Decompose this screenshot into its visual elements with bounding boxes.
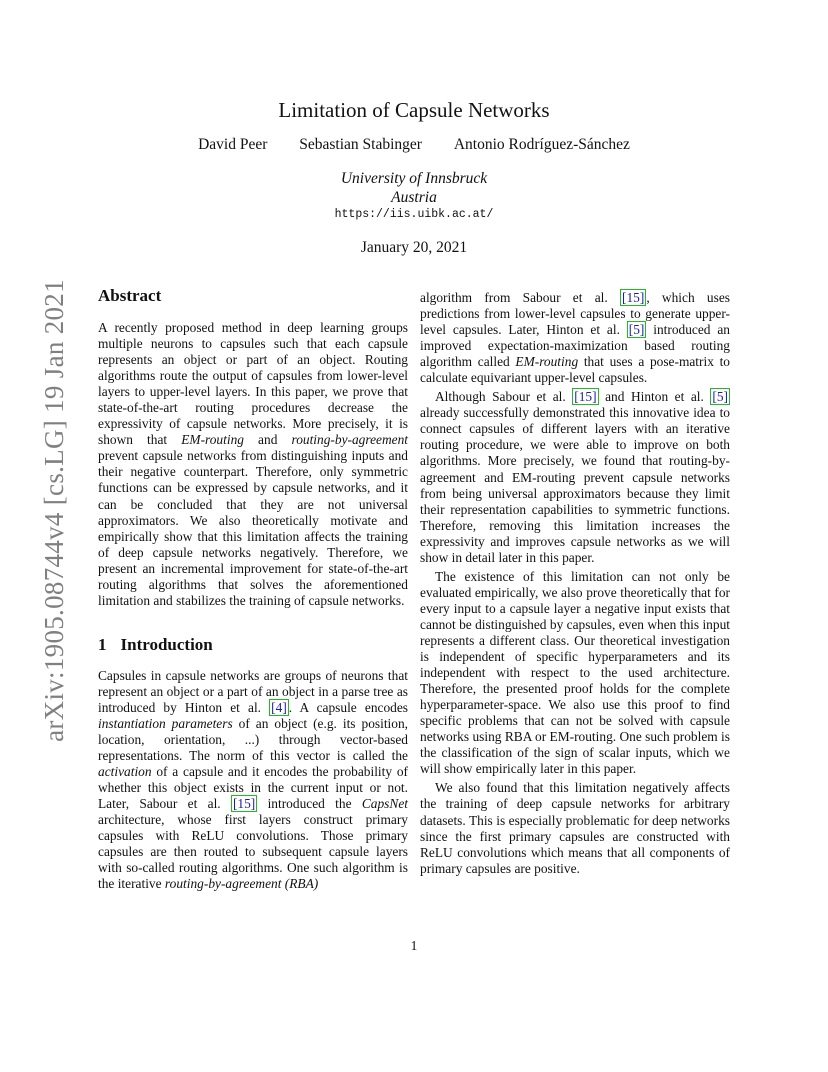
citation-link[interactable]: [15] <box>574 389 597 405</box>
affiliation <box>0 169 828 207</box>
intro-paragraph-3: The existence of this limitation can not only be evaluated empirically, we also prove theoretically that for every input to a capsule layer a negative input exists that cannot be distinguished by capsules, even when this input represents a different class. Our theoretical investigation is independent of specific hyperparameters and its independent with respect to the used architecture. Therefore, the presented proof holds for the complete hyperparameter-space. We also use this proof to find specific problems that can not be solved with capsule networks using RBA or EM-routing. One such problem is the classification of the sign of scalar inputs, which we will show empirically later in this paper. <box>420 568 730 777</box>
intro-paragraph-1: Capsules in capsule networks are groups of neurons that represent an object or a part of an object in a parse tree as introduced by Hinton et al. [4] . A capsule encodes instantiation parameters of an object (e.g. its position, location, orientation, ...) through vector-based representations. The norm of this vector is called the activation of a capsule and it encodes the probability of whether this object exists in the current input or not. Later, Sabour et al. [15] introduced the CapsNet architecture, whose first layers construct primary capsules with ReLU convolutions. Those primary capsules are then routed to subsequent capsule layers with so-called routing algorithms. One such algorithm is the iterative routing-by-agreement (RBA) <box>98 667 408 892</box>
author-list <box>0 136 828 154</box>
affiliation-url[interactable]: https://iis.uibk.ac.at/ <box>334 208 494 221</box>
paper-title: Limitation of Capsule Networks <box>278 98 550 123</box>
abstract-heading: Abstract <box>98 286 162 305</box>
right-column <box>420 290 730 877</box>
publication-date: January 20, 2021 <box>360 239 468 256</box>
author-name: Antonio Rodríguez-Sánchez <box>453 136 630 153</box>
citation-link[interactable]: [5] <box>712 389 728 405</box>
intro-paragraph-2: Although Sabour et al. [15] and Hinton et al. [5] already successfully demonstrated this innovative idea to connect capsules of different layers with an iterative routing procedure, we were able to improve on both algorithms. More precisely, we found that routing-by-agreement and EM-routing prevent capsule networks from being universal approximators because they limit their representation capabilities to symmetric functions. Therefore, removing this limitation increases the expressivity and improves capsule networks as we will show in detail later in this paper. <box>420 389 730 565</box>
section-title: Introduction <box>120 634 213 654</box>
author-name: David Peer <box>198 136 268 153</box>
country-name: Austria <box>391 189 437 206</box>
intro-paragraph-4: We also found that this limitation negatively affects the training of deep capsule networks for arbitrary datasets. This is especially problematic for deep networks since the first primary capsules are constructed with ReLU convolutions which means that all components of primary capsules are positive. <box>420 780 730 876</box>
arxiv-identifier: arXiv:1905.08744v4 [cs.LG] 19 Jan 2021 <box>38 278 69 742</box>
author-name: Sebastian Stabinger <box>299 136 422 153</box>
intro-paragraph-1-continued: algorithm from Sabour et al. [15] , which uses predictions from lower-level capsules to generate upper-level capsules. Later, Hinton et al. [5] introduced an improved expectation-maximization based routing algorithm called EM-routing that uses a pose-matrix to calculate equivariant upper-level capsules. <box>420 290 730 386</box>
left-column <box>98 286 408 893</box>
citation-link[interactable]: [15] <box>622 290 645 305</box>
citation-link[interactable]: [4] <box>271 699 287 715</box>
abstract-text: A recently proposed method in deep learning groups multiple neurons to capsules such that each capsule represents an object or part of an object. Routing algorithms route the output of capsules from lower-level layers to upper-level layers. In this paper, we prove that state-of-the-art routing procedures decrease the expressivity of capsule networks. More precisely, it is shown that EM-routing and routing-by-agreement prevent capsule networks from distinguishing inputs and their negative counterpart. Therefore, only symmetric functions can be expressed by capsule networks, and it can be concluded that they are not universal approximators. We also theoretically motivate and empirically show that this limitation affects the training of deep capsule networks negatively. Therefore, we present an incremental improvement for state-of-the-art routing algorithms that solves the aforementioned limitation and stabilizes the training of capsule networks. <box>98 320 408 608</box>
university-name: University of Innsbruck <box>340 170 488 187</box>
page-number: 1 <box>410 938 418 953</box>
citation-link[interactable]: [5] <box>628 322 645 338</box>
citation-link[interactable]: [15] <box>232 796 256 812</box>
section-number: 1 <box>98 634 107 654</box>
section-heading-introduction <box>98 635 408 655</box>
